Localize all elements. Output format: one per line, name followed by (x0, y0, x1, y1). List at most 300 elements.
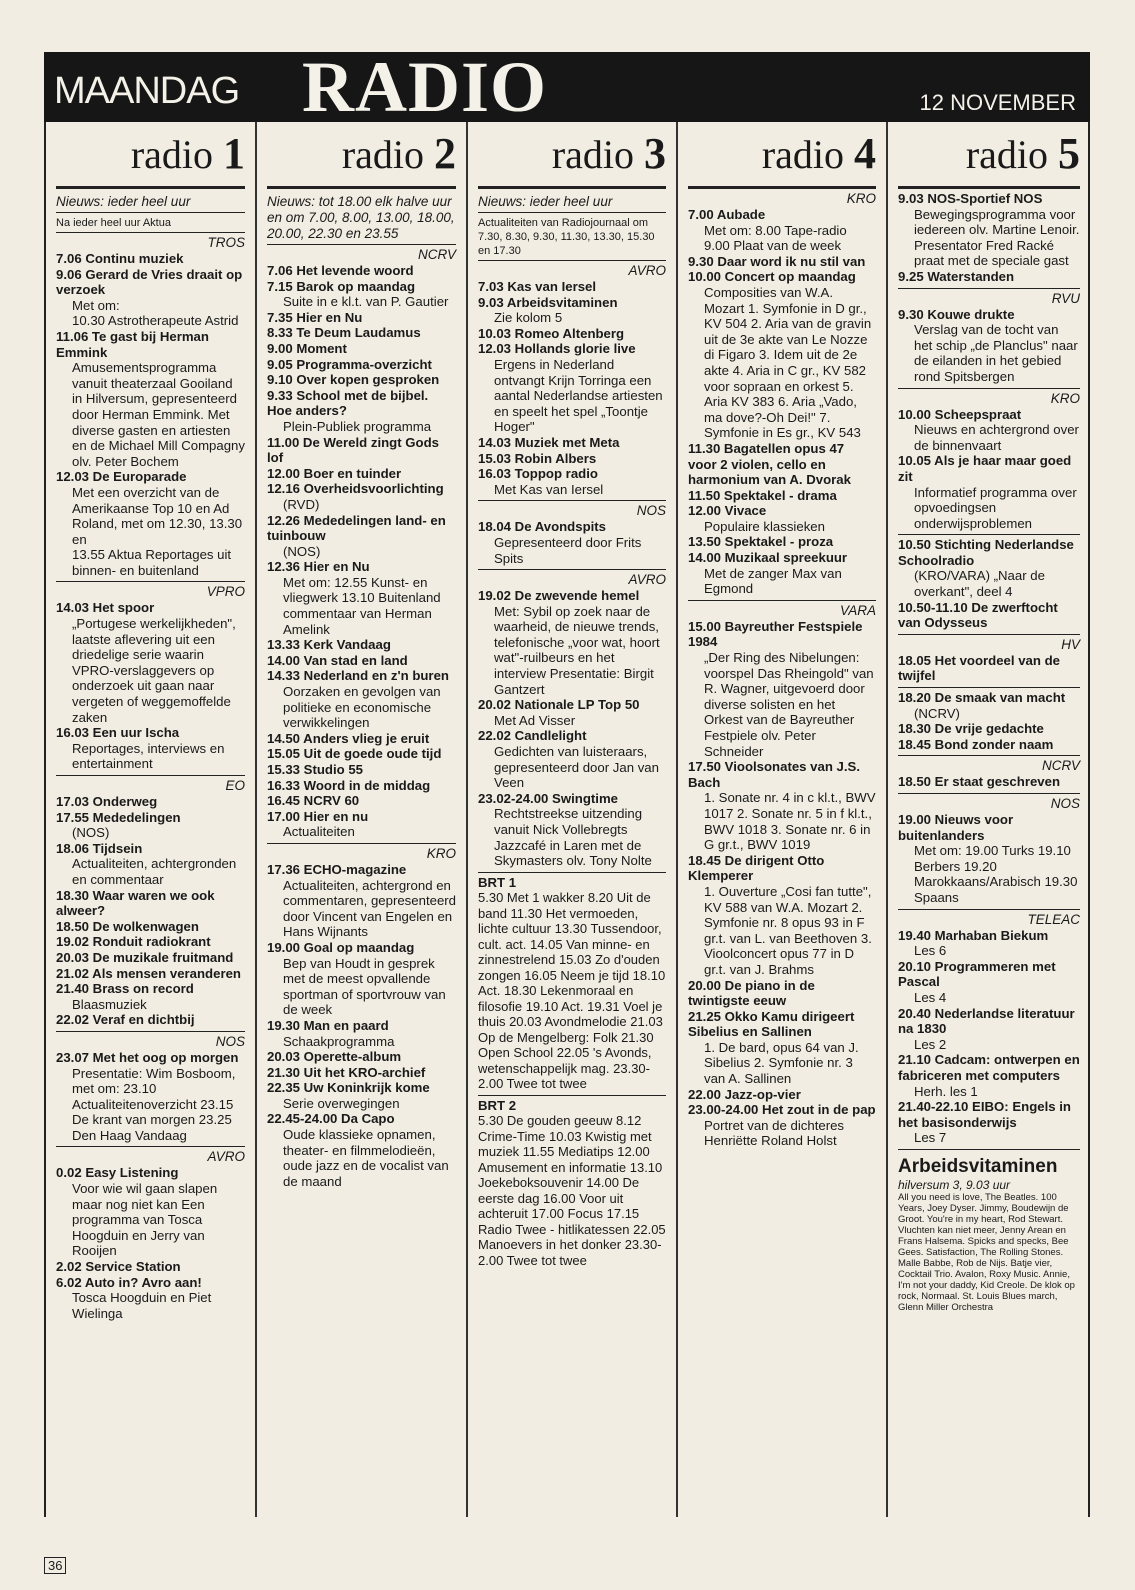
program-title: 20.02 Nationale LP Top 50 (478, 697, 640, 713)
station-heading (267, 122, 456, 189)
channel-title: BRT 2 (478, 1097, 517, 1113)
date-label: 12 NOVEMBER (919, 90, 1076, 115)
program-description: Presentatie: Wim Bosboom, met om: 23.10 Actualiteitenoverzicht 23.15 De krant van morgen 23.25 Den Haag Vandaag (72, 1065, 236, 1143)
program-title: 14.00 Van stad en land (267, 652, 408, 668)
program-item (267, 940, 456, 1018)
station-heading (688, 122, 876, 189)
program-description: Schaakprogramma (283, 1033, 395, 1049)
program-item (688, 978, 876, 1009)
program-item (688, 619, 876, 759)
station-column-5 (888, 122, 1090, 1517)
program-description: Voor wie wil gaan slapen maar nog niet kan Een programma van Tosca Hoogduin en Jerry van Rooijen (72, 1181, 218, 1259)
program-item (898, 1052, 1080, 1099)
program-description: Nieuws en achtergrond over de binnenvaart (914, 422, 1079, 453)
program-title: 18.20 De smaak van macht (898, 690, 1066, 706)
program-item (478, 728, 666, 790)
broadcaster-block (898, 756, 1080, 794)
news-subnote: Na ieder heel uur Aktua (56, 213, 245, 233)
program-title: 9.03 Arbeidsvitaminen (478, 294, 618, 310)
program-title: 18.50 De wolkenwagen (56, 918, 199, 934)
broadcaster-block (898, 910, 1080, 1150)
program-title: 17.03 Onderweg (56, 794, 158, 809)
program-item (478, 466, 666, 497)
program-description: Herh. les 1 (914, 1083, 978, 1099)
program-title: 13.33 Kerk Vandaag (267, 637, 391, 653)
program-item (478, 451, 666, 467)
program-item (267, 731, 456, 747)
program-description: (RVD) (283, 496, 320, 512)
program-title: 9.33 School met de bijbel. Hoe anders? (267, 387, 429, 419)
broadcaster-block (267, 844, 456, 1192)
program-title: 7.35 Hier en Nu (267, 309, 363, 325)
program-item (56, 810, 245, 841)
broadcaster-label: AVRO (207, 1149, 245, 1165)
program-item (267, 1065, 456, 1081)
program-title: 9.10 Over kopen gesproken (267, 372, 440, 388)
program-description: Portret van de dichteres Henriëtte Roland Holst (704, 1117, 845, 1149)
program-item (688, 1087, 876, 1103)
program-title: 22.45-24.00 Da Capo (267, 1111, 395, 1127)
broadcaster-block (56, 233, 245, 582)
program-description: 1. Ouverture „Cosi fan tutte", KV 588 van W.A. Mozart 2. Symfonie nr. 8 opus 93 in F gr.t. van L. van Beethoven 3. Vioolconcert opus 77 in D gr.t. van J. Brahms (704, 883, 872, 977)
broadcaster-label: NCRV (1041, 758, 1080, 774)
program-title: 19.00 Nieuws voor buitenlanders (898, 812, 1014, 843)
program-item (688, 207, 876, 254)
channel-title: BRT 1 (478, 874, 517, 890)
program-title: 9.00 Moment (267, 340, 347, 356)
program-item (267, 653, 456, 669)
program-title: 7.15 Barok op maandag (267, 278, 416, 294)
program-title: 15.33 Studio 55 (267, 762, 364, 777)
program-item (267, 435, 456, 466)
broadcaster-block (898, 289, 1080, 389)
broadcaster-block (267, 245, 456, 844)
program-item (688, 1009, 876, 1087)
program-title: 9.30 Kouwe drukte (898, 306, 1015, 322)
program-title: 17.00 Hier en nu (267, 808, 369, 824)
program-item (898, 812, 1080, 906)
program-title: 15.00 Bayreuther Festspiele 1984 (688, 618, 863, 650)
program-title: 7.03 Kas van Iersel (478, 279, 597, 294)
program-item (688, 1102, 876, 1149)
program-item (267, 668, 456, 730)
broadcaster-label: KRO (1050, 390, 1080, 406)
program-item (478, 435, 666, 451)
broadcaster-label: NCRV (417, 247, 456, 262)
program-item (898, 721, 1080, 737)
program-item (56, 469, 245, 547)
program-title: 14.33 Nederland en z'n buren (267, 668, 449, 684)
program-item (898, 690, 1080, 721)
broadcaster-label: NOS (636, 503, 666, 519)
broadcaster-label: KRO (426, 845, 456, 861)
program-item (56, 1050, 245, 1144)
program-title: 9.30 Daar word ik nu stil van (688, 253, 866, 269)
broadcaster-label: TROS (207, 235, 245, 250)
program-title: 20.03 Operette-album (267, 1049, 402, 1065)
program-description: (NCRV) (914, 705, 960, 721)
program-item (898, 653, 1080, 684)
program-title (478, 1098, 666, 1114)
program-title: 19.02 Ronduit radiokrant (56, 934, 211, 950)
program-description: 10.30 Astrotherapeute Astrid (72, 313, 239, 329)
program-description: Rechtstreekse uitzending vanuit Nick Vollebregts Jazzcafé in Laren met de Skymasters olv. Tony Nolte (494, 806, 652, 869)
news-schedule: Nieuws: ieder heel uur (478, 194, 666, 213)
broadcaster-block (898, 688, 1080, 756)
program-item (898, 959, 1080, 1006)
program-title: 20.40 Nederlandse literatuur na 1830 (898, 1005, 1075, 1037)
station-number: 4 (854, 129, 876, 178)
program-item (267, 263, 456, 279)
program-title: 10.00 Concert op maandag (688, 269, 856, 285)
broadcaster-block (898, 389, 1080, 536)
program-title: 19.30 Man en paard (267, 1017, 389, 1033)
program-item (267, 1080, 456, 1111)
station-number: 2 (434, 129, 456, 178)
program-title: 22.02 Veraf en dichtbij (56, 1012, 195, 1028)
program-item (56, 1012, 245, 1028)
program-description: „Der Ring des Nibelungen: voorspel Das Rheingold" van R. Wagner, uitgevoerd door diverse solisten en het Orkest van de Bayreuther Festpiele olv. Peter Schneider (704, 650, 874, 759)
program-description: Composities van W.A. Mozart 1. Symfonie in D gr., KV 504 2. Aria van de gravin uit de 3e akte van Le Nozze di Figaro 3. Idem uit de 2e akte 4. Aria in C gr., KV 582 voor sopraan en orkest 5. Aria KV 383 6. Aria „Vado, ma dove?-Oh Dei!" 7. Symfonie in Es gr., KV 543 (704, 284, 872, 441)
station-name: radio (341, 132, 434, 177)
program-item (688, 550, 876, 597)
program-title: 22.35 Uw Koninkrijk kome (267, 1080, 430, 1096)
program-title: 13.50 Spektakel - proza (688, 534, 834, 550)
program-item (56, 1165, 245, 1259)
program-item (267, 310, 456, 326)
program-title: 12.03 Hollands glorie live (478, 341, 636, 357)
station-column-2 (257, 122, 468, 1517)
broadcaster-block (56, 1147, 245, 1324)
program-description: Reportages, interviews en entertainment (72, 740, 225, 772)
program-item (688, 441, 876, 488)
program-item (688, 503, 876, 534)
program-item (898, 1099, 1080, 1146)
program-title: 14.50 Anders vlieg je eruit (267, 730, 430, 746)
program-item (56, 981, 245, 1012)
program-description: Les 4 (914, 989, 947, 1005)
program-item (898, 453, 1080, 531)
broadcaster-block (688, 189, 876, 601)
program-title: 17.36 ECHO-magazine (267, 861, 407, 877)
program-title: 12.16 Overheidsvoorlichting (267, 481, 444, 497)
program-item (478, 588, 666, 697)
program-item (56, 600, 245, 725)
program-listing: 5.30 Met 1 wakker 8.20 Uit de band 11.30 Het vermoeden, lichte cultuur 13.30 Tussendoor, cult. act. 14.05 Van minne- en zinnestrelend 15.03 Zo d'ouden zongen 16.05 Neem je tijd 18.10 Act. 18.30 Lekenmoraal en filosofie 19.10 Act. 19.31 Voel je thuis 20.03 Avondmelodie 21.03 Op de Mengelberg: Folk 21.30 Open School 22.05 's Avonds, wetenschappelijk mag. 23.30-2.00 Twee tot twee (478, 890, 666, 1092)
program-title: 14.00 Muzikaal spreekuur (688, 550, 848, 566)
page (44, 47, 1090, 1572)
program-item (478, 341, 666, 435)
program-title: 9.25 Waterstanden (898, 268, 1015, 284)
program-item (898, 191, 1080, 269)
broadcaster-label: AVRO (628, 263, 666, 278)
program-item (898, 407, 1080, 454)
program-title: 10.00 Scheepspraat (898, 406, 1022, 422)
program-description: Informatief programma over opvoedingsen onderwijsproblemen (914, 484, 1077, 531)
program-description: Les 7 (914, 1130, 947, 1146)
program-title: 12.03 De Europarade (56, 469, 187, 485)
program-item (56, 888, 245, 919)
program-item (898, 774, 1080, 790)
broadcaster-label: KRO (846, 191, 876, 206)
news-schedule: Nieuws: ieder heel uur (56, 194, 245, 213)
program-listing: 5.30 De gouden geeuw 8.12 Crime-Time 10.03 Kwistig met muziek 11.55 Mediatips 12.00 Amusement en informatie 13.10 Joekeboksouvenir 14.00 De eerste dag 16.00 Voor uit achteruit 17.00 Focus 17.15 Radio Twee - hitlikatessen 22.05 Manoevers in het donker 23.30-2.00 Twee tot twee (478, 1113, 666, 1268)
broadcaster-label: HV (1061, 636, 1080, 652)
program-description: Gedichten van luisteraars, gepresenteerd door Jan van Veen (494, 744, 659, 791)
program-item (56, 329, 245, 469)
program-title: 22.02 Candlelight (478, 728, 587, 744)
program-title: 20.03 De muzikale fruitmand (56, 949, 234, 965)
program-description: Les 2 (914, 1036, 947, 1052)
program-item (56, 547, 245, 578)
program-title: 21.40-22.10 EIBO: Engels in het basisonderwijs (898, 1099, 1071, 1130)
section-title: RADIO (302, 47, 548, 127)
program-item (688, 269, 876, 441)
program-title: 11.00 De Wereld zingt Gods lof (267, 434, 439, 466)
program-title: 22.00 Jazz-op-vier (688, 1086, 801, 1102)
station-column-4 (678, 122, 888, 1517)
program-title: 18.30 De vrije gedachte (898, 721, 1044, 737)
broadcaster-block (478, 501, 666, 570)
program-title: 12.36 Hier en Nu (267, 559, 370, 575)
program-description: Actualiteiten, achtergronden en commentaar (72, 856, 237, 887)
program-description: Met: Sybil op zoek naar de waarheid, de nieuwe trends, telefonische „voor wat, hoort wat"-ruilbeurs en het interview Presentatie: Birgit Gantzert (494, 603, 660, 697)
program-item (267, 778, 456, 794)
program-item (688, 254, 876, 270)
program-item (267, 372, 456, 388)
program-title: 19.00 Goal op maandag (267, 939, 415, 955)
station-number: 1 (223, 129, 245, 178)
program-title: 10.05 Als je haar maar goed zit (898, 453, 1072, 484)
program-title: 9.03 NOS-Sportief NOS (898, 191, 1043, 206)
station-heading (478, 122, 666, 189)
program-item (898, 537, 1080, 599)
program-description: Met om: 19.00 Turks 19.10 Berbers 19.20 Marokkaans/Arabisch 19.30 Spaans (914, 843, 1078, 905)
day-title: MAANDAG (54, 70, 240, 112)
program-description: 13.55 Aktua Reportages uit binnen- en buitenland (72, 547, 232, 578)
program-description: Gepresenteerd door Frits Spits (494, 534, 642, 566)
broadcaster-block (898, 635, 1080, 688)
program-title: 16.45 NCRV 60 (267, 793, 360, 809)
program-title: 14.03 Muziek met Meta (478, 434, 620, 450)
program-title: 12.00 Vivace (688, 503, 767, 519)
program-description: Met een overzicht van de Amerikaanse Top 10 en Ad Roland, met om 12.30, 13.30 en (72, 484, 243, 547)
sidebar-body: All you need is love, The Beatles. 100 Years, Joey Dyser. Jimmy, Boudewijn de Groot. You're in my heart, Rod Stewart. Vluchten kan niet meer, Jenny Arean en Frans Halsema. Spicks and specks, Bee Gees. Satisfaction, The Rolling Stones. Malle Babbe, Rob de Nijs. Batje vier, Cocktail Trio. Avalon, Roxy Music. Annie, I'm not your daddy, Kid Creole. De klok op rock, Normaal. St. Louis Blues march, Glenn Miller Orchestra (898, 1191, 1075, 1313)
station-column-1 (46, 122, 257, 1517)
program-item (267, 466, 456, 482)
program-title: 21.40 Brass on record (56, 981, 194, 997)
station-column-3 (468, 122, 678, 1517)
program-item (898, 928, 1080, 959)
program-item (898, 269, 1080, 285)
program-description: Met Ad Visser (494, 712, 576, 728)
program-title: 16.03 Toppop radio (478, 466, 598, 482)
program-description: (NOS) (283, 543, 321, 559)
program-item (267, 793, 456, 809)
broadcaster-label: NOS (215, 1033, 245, 1049)
broadcaster-block (688, 601, 876, 1152)
broadcaster-block (56, 582, 245, 776)
program-item (56, 950, 245, 966)
station-name: radio (761, 132, 854, 177)
program-title: 16.03 Een uur Ischa (56, 725, 180, 741)
program-item (56, 251, 245, 267)
program-description: Met de zanger Max van Egmond (704, 565, 842, 597)
program-title: 11.50 Spektakel - drama (688, 487, 837, 503)
broadcaster-label: AVRO (628, 572, 666, 588)
program-item (478, 279, 666, 295)
broadcaster-block (898, 535, 1080, 635)
program-description: „Portugese werkelijkheden", laatste aflevering uit een driedelige serie waarin VPRO-verslaggevers op onderzoek uit gaan naar vergeten of weggemoffelde zaken (72, 616, 236, 725)
program-item (478, 791, 666, 869)
program-item (267, 325, 456, 341)
program-title: 11.06 Te gast bij Herman Emmink (56, 328, 209, 360)
program-item (688, 853, 876, 978)
program-item (267, 1018, 456, 1049)
program-title: 10.50 Stichting Nederlandse Schoolradio (898, 537, 1074, 568)
program-title: 18.30 Waar waren we ook alweer? (56, 887, 215, 919)
program-description: Ergens in Nederland ontvangt Krijn Torringa een aantal Nederlandse artiesten en speelt het spel „Toontje Hoger" (494, 356, 663, 435)
broadcaster-block (898, 794, 1080, 910)
program-title: 10.03 Romeo Altenberg (478, 325, 625, 341)
broadcaster-block (56, 776, 245, 1032)
program-item (267, 513, 456, 560)
program-title: 18.05 Het voordeel van de twijfel (898, 652, 1060, 684)
program-description: Serie overwegingen (283, 1095, 400, 1111)
program-description: Bep van Houdt in gesprek met de meest opvallende sportman of sportvrouw van de week (283, 955, 446, 1018)
station-name: radio (551, 132, 644, 177)
program-title: 9.06 Gerard de Vries draait op verzoek (56, 266, 243, 298)
program-title: 23.02-24.00 Swingtime (478, 790, 619, 806)
program-item (267, 762, 456, 778)
program-item (56, 934, 245, 950)
program-description: Met Kas van Iersel (494, 481, 604, 497)
program-item (688, 759, 876, 853)
program-title: 19.40 Marhaban Biekum (898, 927, 1049, 943)
program-title: 23.00-24.00 Het zout in de pap (688, 1102, 876, 1118)
station-columns (44, 122, 1090, 1517)
broadcaster-block (478, 873, 666, 1096)
program-item (478, 295, 666, 326)
program-item (478, 697, 666, 728)
program-description: Tosca Hoogduin en Piet Wielinga (72, 1290, 212, 1321)
program-item (56, 794, 245, 810)
program-description: Met om: (72, 297, 120, 313)
program-item (267, 388, 456, 435)
program-title: 0.02 Easy Listening (56, 1165, 179, 1181)
program-item (267, 862, 456, 940)
program-item (267, 746, 456, 762)
program-item (267, 279, 456, 310)
broadcaster-block (478, 261, 666, 501)
program-title: 8.33 Te Deum Laudamus (267, 325, 421, 341)
program-title: 23.07 Met het oog op morgen (56, 1049, 239, 1065)
program-description: Oorzaken en gevolgen van politieke en economische verwikkelingen (283, 684, 441, 731)
program-item (267, 809, 456, 840)
broadcaster-label: VPRO (206, 584, 245, 600)
station-name: radio (130, 132, 223, 177)
program-title: 18.45 De dirigent Otto Klemperer (688, 852, 825, 884)
program-item (898, 600, 1080, 631)
program-description: 1. Sonate nr. 4 in c kl.t., BWV 1017 2. Sonate nr. 5 in f kl.t., BWV 1018 3. Sonate nr. 6 in G gr.t., BWV 1019 (704, 790, 876, 853)
broadcaster-block (478, 570, 666, 873)
broadcaster-label: TELEAC (1027, 911, 1080, 927)
program-item (478, 519, 666, 566)
station-name: radio (965, 132, 1058, 177)
program-item (898, 1006, 1080, 1053)
program-item (267, 1111, 456, 1189)
program-title: 7.06 Continu muziek (56, 251, 184, 266)
program-item (56, 966, 245, 982)
program-item (56, 841, 245, 888)
program-title: 18.04 De Avondspits (478, 519, 607, 535)
program-title: 18.45 Bond zonder naam (898, 736, 1054, 752)
program-item (898, 307, 1080, 385)
program-description: 1. De bard, opus 64 van J. Sibelius 2. Symfonie nr. 3 van A. Sallinen (704, 1039, 859, 1087)
program-title: 2.02 Service Station (56, 1259, 181, 1275)
program-description: Met om: 12.55 Kunst- en vliegwerk 13.10 Buitenland commentaar van Herman Amelink (283, 574, 441, 637)
program-item (267, 341, 456, 357)
program-description: Les 6 (914, 943, 947, 959)
program-title: 12.26 Mededelingen land- en tuinbouw (267, 512, 446, 544)
program-title: 9.05 Programma-overzicht (267, 356, 432, 372)
program-item (267, 357, 456, 373)
broadcaster-label: VARA (839, 602, 876, 618)
news-schedule: Nieuws: tot 18.00 elk halve uur en om 7.00, 8.00, 13.00, 18.00, 20.00, 22.30 en 23.55 (267, 194, 456, 245)
program-item (267, 1049, 456, 1065)
program-title: 7.06 Het levende woord (267, 263, 414, 278)
program-title: 17.50 Vioolsonates van J.S. Bach (688, 759, 861, 790)
program-item (56, 919, 245, 935)
program-item (688, 488, 876, 504)
program-item (267, 637, 456, 653)
news-subnote: Actualiteiten van Radiojournaal om 7.30, 8.30, 9.30, 11.30, 13.30, 15.30 en 17.30 (478, 213, 666, 261)
broadcaster-label: NOS (1050, 796, 1080, 811)
program-title: 12.00 Boer en tuinder (267, 465, 402, 481)
program-title: 17.55 Mededelingen (56, 809, 181, 825)
program-description: Actualiteiten (283, 824, 355, 840)
program-item (267, 559, 456, 637)
station-number: 5 (1058, 129, 1080, 178)
program-item (56, 1275, 245, 1322)
program-title: 18.06 Tijdsein (56, 840, 143, 856)
page-number: 36 (44, 1557, 66, 1574)
program-title: 15.03 Robin Albers (478, 450, 597, 466)
station-heading (56, 122, 245, 189)
program-item (56, 313, 245, 329)
page-banner (44, 47, 1090, 127)
program-title: 18.50 Er staat geschreven (898, 774, 1061, 790)
program-title: 19.02 De zwevende hemel (478, 588, 640, 604)
program-description: Zie kolom 5 (494, 310, 563, 326)
station-heading (898, 122, 1080, 189)
program-item (56, 267, 245, 314)
station-number: 3 (644, 129, 666, 178)
program-description: Populaire klassieken (704, 518, 825, 534)
program-item (688, 534, 876, 550)
program-description: Oude klassieke opnamen, theater- en filmmelodieën, oude jazz en de vocalist van de maand (283, 1127, 449, 1189)
program-title: 7.00 Aubade (688, 207, 766, 222)
program-item (56, 1259, 245, 1275)
program-title: 21.25 Okko Kamu dirigeert Sibelius en Sallinen (688, 1008, 855, 1040)
program-description: Suite in e kl.t. van P. Gautier (283, 294, 449, 310)
program-description: Blaasmuziek (72, 996, 147, 1012)
program-title: 21.02 Als mensen veranderen (56, 965, 241, 981)
sidebar-subheading: hilversum 3, 9.03 uur (898, 1177, 1011, 1192)
broadcaster-block (478, 1096, 666, 1272)
program-title: 20.10 Programmeren met Pascal (898, 958, 1056, 990)
program-description: (NOS) (72, 825, 110, 841)
